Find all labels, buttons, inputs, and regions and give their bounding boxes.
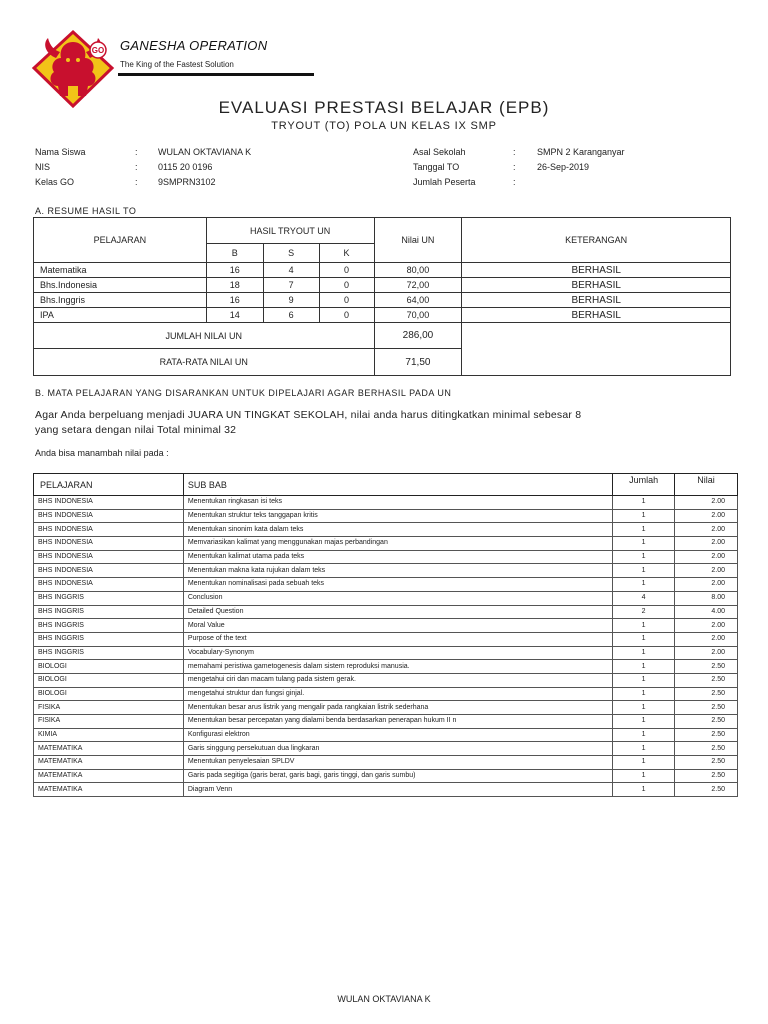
nilai-cell: 2.50 (675, 660, 738, 674)
sub-bab-cell: Menentukan penyelesaian SPLDV (183, 756, 612, 770)
benar-cell: 16 (206, 263, 263, 278)
nilai-cell: 2.50 (675, 769, 738, 783)
header-pelajaran: PELAJARAN (34, 474, 184, 496)
benar-cell: 14 (206, 308, 263, 323)
sub-bab-cell: Garis singgung persekutuan dua lingkaran (183, 742, 612, 756)
jumlah-cell: 1 (613, 715, 675, 729)
subject-cell: BIOLOGI (34, 660, 184, 674)
header-keterangan: KETERANGAN (462, 218, 731, 263)
kelas-go-label: Kelas GO (35, 177, 75, 187)
header-jumlah: Jumlah (613, 474, 675, 496)
sub-bab-cell: Menentukan nominalisasi pada sebuah teks (183, 578, 612, 592)
kelas-go-colon: : (135, 177, 138, 187)
section-a-title: A. RESUME HASIL TO (35, 206, 137, 216)
subject-cell: MATEMATIKA (34, 742, 184, 756)
table-row (34, 701, 738, 715)
nilai-cell: 2.00 (675, 523, 738, 537)
nilai-cell: 2.00 (675, 619, 738, 633)
sub-bab-cell: Menentukan sinonim kata dalam teks (183, 523, 612, 537)
subject-cell: BIOLOGI (34, 673, 184, 687)
subject-cell: BIOLOGI (34, 687, 184, 701)
jumlah-cell: 4 (613, 591, 675, 605)
jumlah-peserta-label: Jumlah Peserta (413, 177, 476, 187)
sub-bab-cell: Moral Value (183, 619, 612, 633)
subject-cell: BHS INDONESIA (34, 564, 184, 578)
table-row (34, 632, 738, 646)
sub-bab-cell: Memvariasikan kalimat yang menggunakan majas perbandingan (183, 537, 612, 551)
header-nilai-un: Nilai UN (374, 218, 462, 263)
table-row (34, 278, 731, 293)
sub-bab-cell: Menentukan ringkasan isi teks (183, 496, 612, 510)
subject-cell: BHS INDONESIA (34, 496, 184, 510)
header-hasil-tryout: HASIL TRYOUT UN (206, 218, 374, 244)
jumlah-cell: 1 (613, 496, 675, 510)
benar-cell: 16 (206, 293, 263, 308)
brand-underline (118, 73, 314, 76)
subject-cell: MATEMATIKA (34, 783, 184, 797)
nis-value: 0115 20 0196 (158, 162, 213, 172)
kosong-cell: 0 (319, 278, 374, 293)
jumlah-cell: 1 (613, 673, 675, 687)
jumlah-cell: 1 (613, 578, 675, 592)
jumlah-cell: 1 (613, 619, 675, 633)
nama-siswa-value: WULAN OKTAVIANA K (158, 147, 252, 157)
nilai-cell: 2.50 (675, 673, 738, 687)
jumlah-cell: 1 (613, 646, 675, 660)
table-row (34, 496, 738, 510)
nilai-cell: 72,00 (374, 278, 462, 293)
table-row (34, 605, 738, 619)
brand-name: GANESHA OPERATION (120, 38, 268, 53)
jumlah-cell: 1 (613, 687, 675, 701)
asal-sekolah-value: SMPN 2 Karanganyar (537, 147, 625, 157)
table-row (34, 550, 738, 564)
jumlah-nilai-value: 286,00 (374, 323, 462, 349)
salah-cell: 6 (263, 308, 319, 323)
sub-bab-cell: Diagram Venn (183, 783, 612, 797)
keterangan-cell: BERHASIL (462, 308, 731, 323)
nilai-cell: 2.00 (675, 509, 738, 523)
header-sub-bab: SUB BAB (183, 474, 612, 496)
salah-cell: 4 (263, 263, 319, 278)
sub-bab-cell: Konfigurasi elektron (183, 728, 612, 742)
recommendation-intro: Anda bisa manambah nilai pada : (35, 448, 169, 458)
recommendation-table (33, 473, 738, 797)
subject-cell: BHS INDONESIA (34, 537, 184, 551)
nilai-cell: 80,00 (374, 263, 462, 278)
sub-bab-cell: Menentukan struktur teks tanggapan kritis (183, 509, 612, 523)
subject-cell: IPA (34, 308, 207, 323)
nilai-cell: 2.00 (675, 537, 738, 551)
recommendation-line-1: Agar Anda berpeluang menjadi JUARA UN TINGKAT SEKOLAH, nilai anda harus ditingkatkan minimal sebesar 8 (35, 409, 582, 421)
subject-cell: Bhs.Indonesia (34, 278, 207, 293)
table-row (34, 293, 731, 308)
rata-rata-label: RATA-RATA NILAI UN (34, 349, 375, 376)
kosong-cell: 0 (319, 308, 374, 323)
table-row (34, 308, 731, 323)
nilai-cell: 8.00 (675, 591, 738, 605)
header-nilai: Nilai (675, 474, 738, 496)
table-row (34, 660, 738, 674)
jumlah-cell: 1 (613, 660, 675, 674)
jumlah-nilai-label: JUMLAH NILAI UN (34, 323, 375, 349)
nilai-cell: 2.00 (675, 578, 738, 592)
salah-cell: 9 (263, 293, 319, 308)
resume-table (33, 217, 731, 376)
nama-siswa-label: Nama Siswa (35, 147, 86, 157)
jumlah-cell: 1 (613, 742, 675, 756)
salah-cell: 7 (263, 278, 319, 293)
document-title: EVALUASI PRESTASI BELAJAR (EPB) (218, 98, 550, 117)
sub-bab-cell: Garis pada segitiga (garis berat, garis bagi, garis tinggi, dan garis sumbu) (183, 769, 612, 783)
sub-bab-cell: Purpose of the text (183, 632, 612, 646)
kelas-go-value: 9SMPRN3102 (158, 177, 216, 187)
keterangan-cell: BERHASIL (462, 263, 731, 278)
jumlah-cell: 1 (613, 550, 675, 564)
logo-text: GO (91, 46, 105, 55)
subject-cell: BHS INGGRIS (34, 646, 184, 660)
rata-rata-value: 71,50 (374, 349, 462, 376)
nilai-cell: 70,00 (374, 308, 462, 323)
sub-bab-cell: Detailed Question (183, 605, 612, 619)
nilai-cell: 2.00 (675, 564, 738, 578)
keterangan-cell: BERHASIL (462, 278, 731, 293)
sub-bab-cell: Menentukan kalimat utama pada teks (183, 550, 612, 564)
asal-sekolah-label: Asal Sekolah (413, 147, 466, 157)
jumlah-cell: 1 (613, 769, 675, 783)
table-row (34, 769, 738, 783)
keterangan-cell: BERHASIL (462, 293, 731, 308)
header-s: S (263, 244, 319, 263)
jumlah-cell: 1 (613, 783, 675, 797)
header-pelajaran: PELAJARAN (34, 218, 207, 263)
summary-blank-cell (462, 323, 731, 376)
header-k: K (319, 244, 374, 263)
benar-cell: 18 (206, 278, 263, 293)
subject-cell: MATEMATIKA (34, 756, 184, 770)
nilai-cell: 2.50 (675, 701, 738, 715)
nilai-cell: 2.50 (675, 728, 738, 742)
nis-colon: : (135, 162, 138, 172)
table-row (34, 715, 738, 729)
nilai-cell: 4.00 (675, 605, 738, 619)
nama-siswa-colon: : (135, 147, 138, 157)
table-row (34, 591, 738, 605)
subject-cell: Bhs.Inggris (34, 293, 207, 308)
jumlah-cell: 1 (613, 523, 675, 537)
table-row (34, 646, 738, 660)
table-row (34, 756, 738, 770)
subject-cell: BHS INDONESIA (34, 578, 184, 592)
jumlah-cell: 1 (613, 537, 675, 551)
nilai-cell: 2.00 (675, 496, 738, 510)
sub-bab-cell: Vocabulary-Synonym (183, 646, 612, 660)
subject-cell: Matematika (34, 263, 207, 278)
tanggal-to-value: 26-Sep-2019 (537, 162, 590, 172)
nilai-cell: 2.00 (675, 646, 738, 660)
jumlah-cell: 1 (613, 756, 675, 770)
nilai-cell: 2.50 (675, 756, 738, 770)
sub-bab-cell: Menentukan besar percepatan yang dialami benda berdasarkan penerapan hukum II n (183, 715, 612, 729)
nilai-cell: 2.50 (675, 687, 738, 701)
sub-bab-cell: Conclusion (183, 591, 612, 605)
subject-cell: FISIKA (34, 715, 184, 729)
kosong-cell: 0 (319, 293, 374, 308)
table-row (34, 537, 738, 551)
subject-cell: BHS INGGRIS (34, 619, 184, 633)
subject-cell: BHS INGGRIS (34, 605, 184, 619)
nilai-cell: 2.00 (675, 550, 738, 564)
recommendation-line-2: yang setara dengan nilai Total minimal 32 (35, 424, 237, 436)
sub-bab-cell: mengetahui struktur dan fungsi ginjal. (183, 687, 612, 701)
subject-cell: BHS INDONESIA (34, 509, 184, 523)
kosong-cell: 0 (319, 263, 374, 278)
jumlah-cell: 2 (613, 605, 675, 619)
nilai-cell: 2.50 (675, 783, 738, 797)
subject-cell: BHS INGGRIS (34, 591, 184, 605)
tanggal-to-colon: : (513, 162, 516, 172)
nis-label: NIS (35, 162, 51, 172)
jumlah-cell: 1 (613, 632, 675, 646)
table-row (34, 687, 738, 701)
jumlah-cell: 1 (613, 701, 675, 715)
table-row (34, 728, 738, 742)
header-b: B (206, 244, 263, 263)
sub-bab-cell: Menentukan makna kata rujukan dalam teks (183, 564, 612, 578)
jumlah-peserta-colon: : (513, 177, 516, 187)
table-row (34, 673, 738, 687)
subject-cell: MATEMATIKA (34, 769, 184, 783)
section-b-title: B. MATA PELAJARAN YANG DISARANKAN UNTUK DIPELAJARI AGAR BERHASIL PADA UN (35, 388, 452, 398)
table-row (34, 578, 738, 592)
table-row (34, 564, 738, 578)
table-row (34, 619, 738, 633)
tanggal-to-label: Tanggal TO (413, 162, 460, 172)
jumlah-cell: 1 (613, 509, 675, 523)
subject-cell: BHS INDONESIA (34, 550, 184, 564)
table-row (34, 263, 731, 278)
subject-cell: KIMIA (34, 728, 184, 742)
sub-bab-cell: Menentukan besar arus listrik yang mengalir pada rangkaian listrik sederhana (183, 701, 612, 715)
asal-sekolah-colon: : (513, 147, 516, 157)
subject-cell: FISIKA (34, 701, 184, 715)
brand-tagline: The King of the Fastest Solution (120, 60, 234, 69)
sub-bab-cell: mengetahui ciri dan macam tulang pada sistem gerak. (183, 673, 612, 687)
table-row (34, 509, 738, 523)
table-row (34, 783, 738, 797)
table-row (34, 742, 738, 756)
nilai-cell: 2.50 (675, 715, 738, 729)
document-subtitle: TRYOUT (TO) POLA UN KELAS IX SMP (271, 120, 497, 132)
jumlah-cell: 1 (613, 728, 675, 742)
subject-cell: BHS INGGRIS (34, 632, 184, 646)
jumlah-cell: 1 (613, 564, 675, 578)
subject-cell: BHS INDONESIA (34, 523, 184, 537)
sub-bab-cell: memahami peristiwa gametogenesis dalam sistem reproduksi manusia. (183, 660, 612, 674)
nilai-cell: 2.50 (675, 742, 738, 756)
nilai-cell: 2.00 (675, 632, 738, 646)
footer-student-name: WULAN OKTAVIANA K (337, 994, 431, 1004)
nilai-cell: 64,00 (374, 293, 462, 308)
table-row (34, 523, 738, 537)
